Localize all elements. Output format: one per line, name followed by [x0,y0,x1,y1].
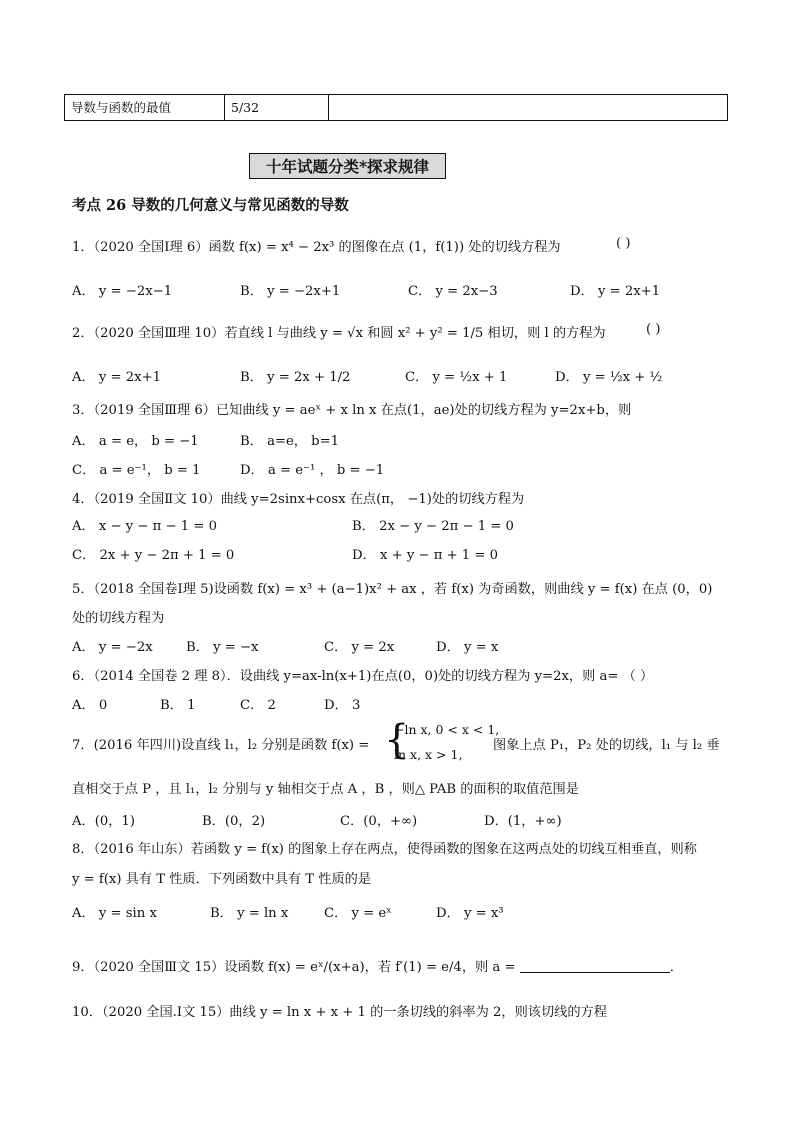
question-5-option-c: C． y = 2x [324,640,395,655]
question-2-option-c: C． y = ½x + 1 [405,370,508,385]
question-3-option-d: D． a = e⁻¹ ， b = −1 [240,463,385,478]
question-7-case-1: −ln x, 0 < x < 1, [394,722,500,737]
question-8-stem: 8．（2016 年山东）若函数 y = f(x) 的图象上存在两点，使得函数的图象在这两点处的切线互相垂直，则称 [72,842,697,857]
question-5-stem: 5．（2018 全国卷Ⅰ理 5)设函数 f(x) = x³ + (a−1)x² + ax ，若 f(x) 为奇函数，则曲线 y = f(x) 在点 (0，0) [72,582,713,597]
piecewise-brace: { [384,717,410,763]
question-4-stem: 4．（2019 全国Ⅱ文 10）曲线 y=2sinx+cosx 在点(π， −1)处的切线方程为 [72,492,525,507]
question-2-option-a: A． y = 2x+1 [72,370,162,385]
question-7-option-c: C．(0，+∞) [340,814,418,829]
question-3-option-b: B． a=e， b=1 [240,434,340,449]
question-4-option-b: B． 2x − y − 2π − 1 = 0 [352,519,514,534]
question-5-option-d: D． y = x [436,640,499,655]
question-9-stem [72,956,683,975]
question-5-option-a: A． y = −2x [72,640,153,655]
header-blank-cell [329,95,727,120]
question-9-text: 9．（2020 全国Ⅲ文 15）设函数 f(x) = eˣ/(x+a)，若 f′(1) = e/4，则 a = [72,960,516,975]
question-5-option-b: B． y = −x [186,640,259,655]
question-4-option-a: A． x − y − π − 1 = 0 [72,519,217,534]
question-2-answer-paren: ( ) [646,322,661,337]
question-2-option-d: D． y = ½x + ½ [555,370,663,385]
question-7-option-d: D．(1，+∞) [484,814,562,829]
question-6-option-b: B． 1 [160,698,196,713]
question-1-option-c: C． y = 2x−3 [408,284,498,299]
question-6-stem: 6．（2014 全国卷 2 理 8）．设曲线 y=ax-ln(x+1)在点(0，0)处的切线方程为 y=2x，则 a= （ ） [72,669,654,684]
question-8-option-a: A． y = sin x [72,906,157,921]
question-7-stem: 7．(2016 年四川)设直线 l₁，l₂ 分别是函数 f(x) = [72,738,370,753]
question-1-stem: 1．（2020 全国Ⅰ理 6）函数 f(x) = x⁴ − 2x³ 的图像在点 (1，f(1)) 处的切线方程为 [72,240,561,255]
question-5-stem-continued: 处的切线方程为 [72,611,165,626]
question-3-option-c: C． a = e⁻¹， b = 1 [72,463,201,478]
topic-heading: 考点 26 导数的几何意义与常见函数的导数 [72,197,349,214]
question-3-option-a: A． a = e， b = −1 [72,434,199,449]
question-4-option-c: C． 2x + y − 2π + 1 = 0 [72,548,235,563]
question-10-stem: 10．（2020 全国.Ⅰ文 15）曲线 y = ln x + x + 1 的一条切线的斜率为 2，则该切线的方程 [72,1005,607,1020]
answer-blank[interactable] [520,960,670,973]
question-2-stem: 2．（2020 全国Ⅲ理 10）若直线 l 与曲线 y = √x 和圆 x² + y² = 1/5 相切，则 l 的方程为 [72,326,606,341]
header-table [64,94,728,121]
question-9-end: ． [669,960,683,975]
section-banner: 十年试题分类*探求规律 [249,153,446,179]
question-4-option-d: D． x + y − π + 1 = 0 [352,548,499,563]
question-7-case-2: ln x, x > 1, [394,747,463,762]
question-7-stem-continued: 直相交于点 P ，且 l₁，l₂ 分别与 y 轴相交于点 A ，B ，则△ PAB 的面积的取值范围是 [72,782,579,797]
question-7-option-a: A．(0，1) [72,814,135,829]
question-1-option-a: A． y = −2x−1 [72,284,173,299]
question-8-option-d: D． y = x³ [436,906,504,921]
question-1-option-d: D． y = 2x+1 [570,284,661,299]
question-2-option-b: B． y = 2x + 1/2 [240,370,351,385]
question-8-option-c: C． y = eˣ [324,906,392,921]
question-8-stem-continued: y = f(x) 具有 T 性质．下列函数中具有 T 性质的是 [72,872,372,887]
question-6-option-a: A． 0 [72,698,108,713]
question-7-option-b: B．(0，2) [202,814,266,829]
question-6-option-c: C． 2 [240,698,276,713]
header-topic-cell: 导数与函数的最值 [65,95,225,120]
question-1-option-b: B． y = −2x+1 [240,284,341,299]
question-3-stem: 3．（2019 全国Ⅲ理 6）已知曲线 y = aeˣ + x ln x 在点(1，ae)处的切线方程为 y=2x+b，则 [72,403,632,418]
question-1-answer-paren: ( ) [616,236,631,251]
question-8-option-b: B． y = ln x [210,906,289,921]
question-6-option-d: D． 3 [324,698,361,713]
header-page-cell: 5/32 [225,95,329,120]
question-7-stem-tail: 图象上点 P₁，P₂ 处的切线，l₁ 与 l₂ 垂 [493,738,720,753]
